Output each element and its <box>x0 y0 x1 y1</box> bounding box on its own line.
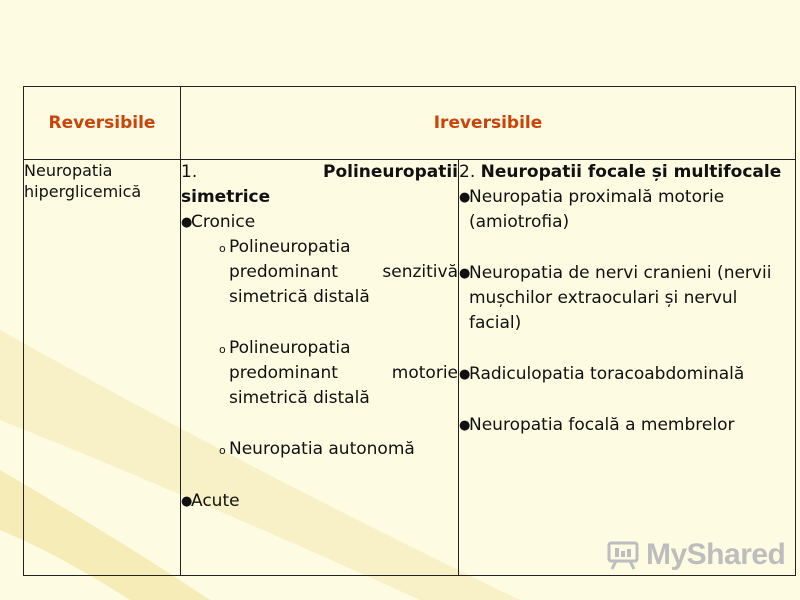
list-item-membre <box>459 413 795 438</box>
sub-item-motorie <box>181 336 458 411</box>
bullet-icon: ● <box>181 494 193 509</box>
item-label: Neuropatia proximală motorie (amiotrofia) <box>469 187 725 232</box>
focale-heading <box>459 160 795 185</box>
list-item-cranieni <box>459 261 795 336</box>
presentation-board-icon <box>606 540 640 570</box>
focale-cell <box>459 160 796 576</box>
sub-item-autonoma <box>181 437 458 462</box>
reversibile-cell <box>24 160 181 576</box>
classification-table <box>23 86 796 576</box>
list-item-radiculopatia <box>459 362 795 387</box>
myshared-watermark <box>606 538 785 572</box>
header-row <box>24 87 796 160</box>
bullet-icon: ● <box>459 367 471 382</box>
neuropatia-hiperglicemica: Neuropatia hiperglicemică <box>24 161 142 201</box>
item-label: Neuropatia de nervi cranieni (nervii mușchilor extraoculari și nervul facial) <box>469 263 772 333</box>
sub-bullet-icon: o <box>219 444 226 457</box>
section-number-1: 1. <box>181 162 198 182</box>
polineuropatii-heading <box>181 160 458 185</box>
section-number-2: 2. <box>459 162 476 182</box>
item-label: Radiculopatia toracoabdominală <box>469 364 745 384</box>
polineuropatii-cell <box>181 160 459 576</box>
content-row <box>24 160 796 576</box>
sub-item-label: Polineuropatia predominant motorie simetrică distală <box>229 338 458 408</box>
list-item-cronice <box>181 210 458 235</box>
bullet-icon: ● <box>459 190 471 205</box>
heading-neuropatii-focale: Neuropatii focale și multifocale <box>480 162 782 182</box>
sub-item-label: Neuropatia autonomă <box>229 439 415 459</box>
item-label: Cronice <box>191 212 256 232</box>
item-label: Neuropatia focală a membrelor <box>469 415 735 435</box>
sub-item-label: Polineuropatia predominant senzitivă simetrică distală <box>229 237 458 307</box>
sub-bullet-icon: o <box>219 343 226 356</box>
heading-word-polineuropatii: Polineuropatii <box>322 162 458 182</box>
watermark-text: MyShared <box>646 538 786 571</box>
bullet-icon: ● <box>459 418 471 433</box>
header-reversibile: Reversibile <box>24 87 181 160</box>
list-item-proximala <box>459 185 795 235</box>
bullet-icon: ● <box>459 266 471 281</box>
sub-item-senzitiva <box>181 235 458 310</box>
sub-bullet-icon: o <box>219 242 226 255</box>
heading-word-simetrice: simetrice <box>181 187 271 207</box>
header-ireversibile: Ireversibile <box>181 87 796 160</box>
bullet-icon: ● <box>181 215 193 230</box>
item-label: Acute <box>191 491 240 511</box>
list-item-acute <box>181 489 458 514</box>
